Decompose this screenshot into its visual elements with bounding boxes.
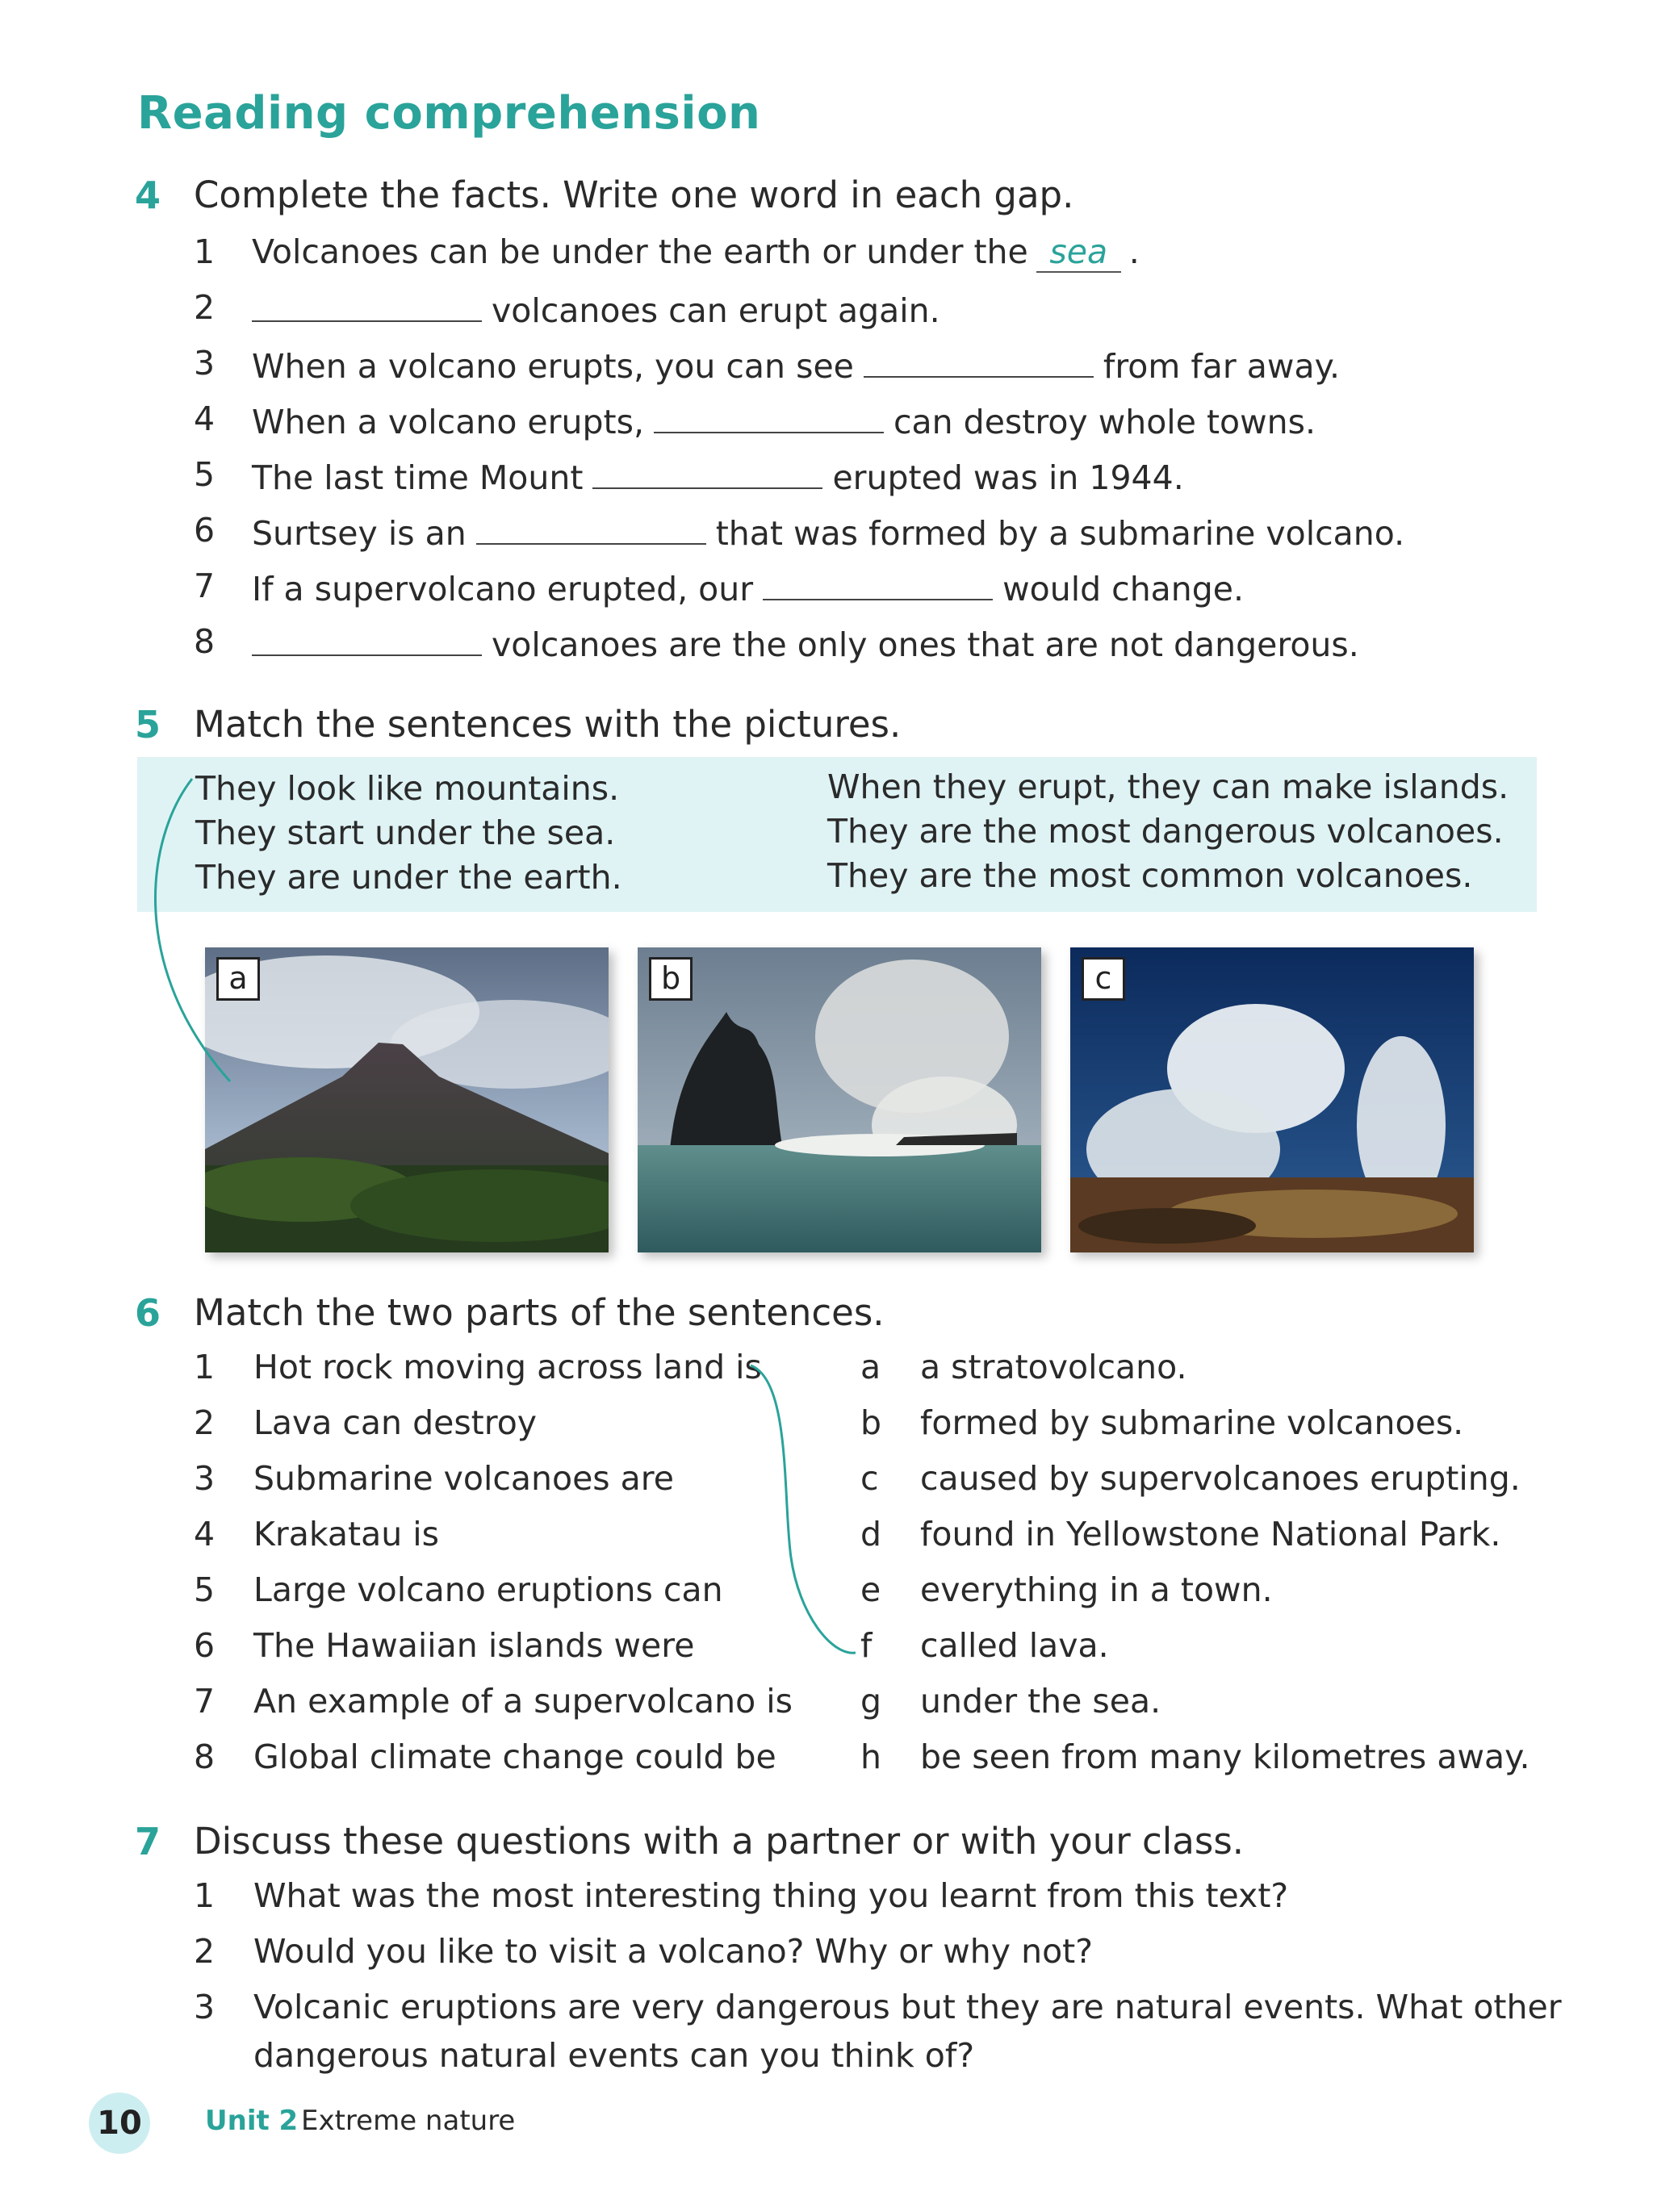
sentence-end[interactable]: under the sea.: [920, 1682, 1161, 1721]
q4-item: 8 volcanoes are the only ones that are not dangerous.: [194, 622, 1359, 664]
item-number: 6: [194, 511, 216, 550]
question-4-number: 4: [135, 174, 161, 217]
question-5-instruction: Match the sentences with the pictures.: [194, 703, 902, 746]
question-7-instruction: Discuss these questions with a partner or with your class.: [194, 1820, 1245, 1863]
sentence-start[interactable]: The Hawaiian islands were: [253, 1626, 695, 1665]
item-number: 8: [194, 622, 216, 661]
q4-item: 3 When a volcano erupts, you can see from far away.: [194, 344, 1341, 386]
sentence-start[interactable]: An example of a supervolcano is: [253, 1682, 793, 1721]
sentence-end[interactable]: be seen from many kilometres away.: [920, 1737, 1530, 1776]
section-title: Reading comprehension: [137, 87, 761, 140]
sentence[interactable]: When they erupt, they can make islands.: [827, 767, 1509, 806]
sentence-end[interactable]: caused by supervolcanoes erupting.: [920, 1459, 1521, 1498]
question-6-instruction: Match the two parts of the sentences.: [194, 1291, 885, 1334]
q4-item: 6 Surtsey is an that was formed by a submarine volcano.: [194, 511, 1405, 553]
volcano-image: [205, 947, 609, 1252]
sentence[interactable]: They start under the sea.: [195, 813, 616, 852]
question-4-instruction: Complete the facts. Write one word in each gap.: [194, 174, 1074, 216]
sentence-start[interactable]: Krakatau is: [253, 1515, 439, 1553]
gap-input[interactable]: [864, 344, 1094, 378]
gap-input[interactable]: [763, 567, 993, 600]
sentence-end[interactable]: everything in a town.: [920, 1570, 1273, 1609]
gap-input[interactable]: [476, 511, 706, 545]
gap-input[interactable]: [654, 399, 884, 433]
sentence-end[interactable]: formed by submarine volcanoes.: [920, 1403, 1464, 1442]
sentence-end[interactable]: found in Yellowstone National Park.: [920, 1515, 1501, 1553]
sentence[interactable]: They are the most common volcanoes.: [827, 856, 1473, 895]
gap-input[interactable]: [592, 455, 822, 489]
item-number: 7: [194, 567, 216, 605]
q4-item: 7 If a supervolcano erupted, our would change.: [194, 567, 1245, 608]
picture-label: b: [649, 957, 693, 1001]
question-6-number: 6: [135, 1291, 161, 1335]
item-number: 4: [194, 399, 216, 438]
sentence-end[interactable]: called lava.: [920, 1626, 1109, 1665]
page-number: 10: [89, 2093, 150, 2154]
q4-item: 5 The last time Mount erupted was in 1944.: [194, 455, 1184, 497]
right-sentences: [827, 765, 1509, 898]
item-number: 2: [194, 288, 216, 327]
item-text: Volcanoes can be under the earth or under the sea .: [252, 232, 1140, 271]
sentence-box: [137, 757, 1537, 912]
unit-label: Unit 2: [205, 2105, 299, 2137]
item-number: 1: [194, 232, 216, 271]
item-number: 5: [194, 455, 216, 494]
sentence-start[interactable]: Hot rock moving across land is: [253, 1348, 762, 1386]
picture-c-supervolcano[interactable]: [1070, 947, 1474, 1252]
picture-a-stratovolcano[interactable]: [205, 947, 609, 1252]
question-7-number: 7: [135, 1820, 161, 1863]
q4-item: 4 When a volcano erupts, can destroy whole towns.: [194, 399, 1316, 441]
picture-label: a: [216, 957, 260, 1001]
sentence-start[interactable]: Large volcano eruptions can: [253, 1570, 723, 1609]
item-number: 3: [194, 344, 216, 383]
match-line: [129, 767, 242, 1089]
volcano-image: [638, 947, 1041, 1252]
picture-label: c: [1082, 957, 1125, 1001]
q4-item: [0, 232, 1653, 287]
geyser-image: [1070, 947, 1474, 1252]
sentence-end[interactable]: a stratovolcano.: [920, 1348, 1187, 1386]
answer-sea[interactable]: sea: [1036, 232, 1121, 273]
q4-item: 2 volcanoes can erupt again.: [194, 288, 940, 330]
sentence-start[interactable]: Lava can destroy: [253, 1403, 538, 1442]
sentence-start[interactable]: Submarine volcanoes are: [253, 1459, 674, 1498]
gap-input[interactable]: [252, 288, 482, 322]
sentence[interactable]: They are the most dangerous volcanoes.: [827, 812, 1504, 851]
match-line: [743, 1356, 864, 1662]
sentence-start[interactable]: Global climate change could be: [253, 1737, 776, 1776]
question-5-number: 5: [135, 703, 161, 746]
unit-title: Extreme nature: [301, 2105, 516, 2137]
gap-input[interactable]: [252, 622, 482, 656]
sentence[interactable]: They are under the earth.: [195, 858, 622, 897]
left-sentences: [195, 767, 622, 900]
picture-b-submarine-volcano[interactable]: [638, 947, 1041, 1252]
sentence[interactable]: They look like mountains.: [195, 769, 620, 808]
